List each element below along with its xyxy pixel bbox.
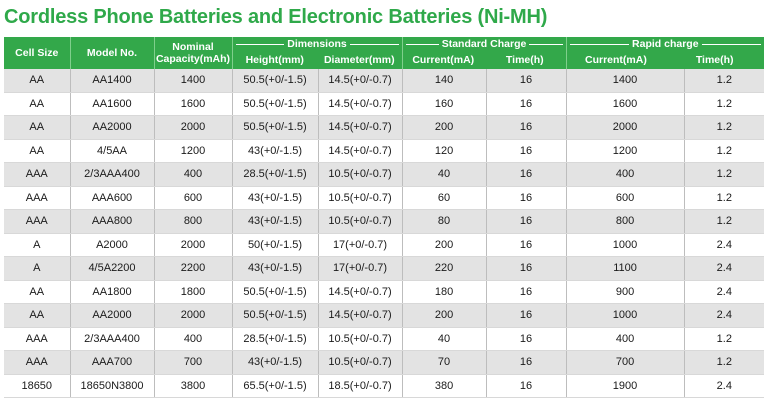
cell-cell-size: AA — [4, 139, 70, 163]
cell-rapid-time: 1.2 — [684, 186, 764, 210]
header-model-no — [70, 37, 154, 69]
cell-cell-size: A — [4, 257, 70, 281]
cell-model-no: AA1800 — [70, 280, 154, 304]
table-body — [4, 69, 764, 398]
table-row — [4, 280, 764, 304]
cell-std-time: 16 — [486, 327, 566, 351]
cell-std-current: 120 — [402, 139, 486, 163]
cell-rapid-time: 2.4 — [684, 233, 764, 257]
cell-std-time: 16 — [486, 139, 566, 163]
cell-diameter: 10.5(+0/-0.7) — [318, 327, 402, 351]
cell-std-current: 40 — [402, 327, 486, 351]
header-rapid-time: Time(h) — [695, 54, 734, 66]
cell-capacity: 700 — [154, 351, 232, 375]
cell-height: 50(+0/-1.5) — [232, 233, 318, 257]
cell-rapid-current: 2000 — [566, 116, 684, 140]
header-std-time: Time(h) — [505, 54, 544, 66]
cell-height: 65.5(+0/-1.5) — [232, 374, 318, 398]
cell-cell-size: AA — [4, 116, 70, 140]
header-std-current: Current(mA) — [412, 54, 475, 66]
cell-diameter: 14.5(+0/-0.7) — [318, 139, 402, 163]
cell-rapid-time: 2.4 — [684, 304, 764, 328]
cell-model-no: AA2000 — [70, 116, 154, 140]
cell-rapid-current: 1600 — [566, 92, 684, 116]
cell-rapid-time: 1.2 — [684, 116, 764, 140]
cell-cell-size: AA — [4, 69, 70, 92]
cell-std-time: 16 — [486, 163, 566, 187]
cell-capacity: 1600 — [154, 92, 232, 116]
cell-cell-size: A — [4, 233, 70, 257]
battery-table-container — [4, 37, 764, 398]
cell-height: 50.5(+0/-1.5) — [232, 304, 318, 328]
cell-std-current: 180 — [402, 280, 486, 304]
cell-diameter: 17(+0/-0.7) — [318, 233, 402, 257]
cell-cell-size: AAA — [4, 163, 70, 187]
cell-rapid-current: 1100 — [566, 257, 684, 281]
cell-model-no: AAA600 — [70, 186, 154, 210]
header-rapid-current: Current(mA) — [584, 54, 647, 66]
header-model-no-label: Model No. — [86, 47, 138, 59]
cell-model-no: AA1400 — [70, 69, 154, 92]
table-row — [4, 304, 764, 328]
cell-rapid-time: 1.2 — [684, 139, 764, 163]
cell-cell-size: AAA — [4, 186, 70, 210]
cell-std-current: 40 — [402, 163, 486, 187]
cell-std-current: 200 — [402, 233, 486, 257]
header-standard-charge-label: Standard Charge — [439, 38, 530, 50]
cell-rapid-current: 1400 — [566, 69, 684, 92]
cell-rapid-time: 2.4 — [684, 257, 764, 281]
cell-std-time: 16 — [486, 116, 566, 140]
cell-diameter: 14.5(+0/-0.7) — [318, 116, 402, 140]
cell-std-time: 16 — [486, 69, 566, 92]
cell-height: 43(+0/-1.5) — [232, 139, 318, 163]
table-row — [4, 374, 764, 398]
cell-diameter: 14.5(+0/-0.7) — [318, 280, 402, 304]
cell-capacity: 2000 — [154, 116, 232, 140]
header-nominal-line2: Capacity(mAh) — [155, 53, 231, 65]
cell-capacity: 1800 — [154, 280, 232, 304]
cell-rapid-current: 400 — [566, 163, 684, 187]
cell-rapid-current: 1900 — [566, 374, 684, 398]
cell-height: 43(+0/-1.5) — [232, 186, 318, 210]
cell-height: 43(+0/-1.5) — [232, 210, 318, 234]
cell-height: 43(+0/-1.5) — [232, 257, 318, 281]
cell-diameter: 10.5(+0/-0.7) — [318, 210, 402, 234]
cell-cell-size: AA — [4, 92, 70, 116]
table-row — [4, 327, 764, 351]
table-row — [4, 257, 764, 281]
header-standard-charge — [402, 37, 566, 69]
cell-diameter: 17(+0/-0.7) — [318, 257, 402, 281]
table-row — [4, 163, 764, 187]
cell-model-no: AAA800 — [70, 210, 154, 234]
cell-rapid-time: 2.4 — [684, 280, 764, 304]
cell-rapid-current: 900 — [566, 280, 684, 304]
cell-std-current: 160 — [402, 92, 486, 116]
cell-model-no: AAA700 — [70, 351, 154, 375]
table-row — [4, 351, 764, 375]
cell-rapid-time: 1.2 — [684, 92, 764, 116]
table-row — [4, 186, 764, 210]
cell-diameter: 14.5(+0/-0.7) — [318, 304, 402, 328]
header-height: Height(mm) — [245, 54, 304, 66]
battery-spec-table — [4, 37, 764, 398]
cell-capacity: 2000 — [154, 304, 232, 328]
header-diameter: Diameter(mm) — [323, 54, 395, 66]
header-nominal-line1: Nominal — [172, 41, 214, 53]
cell-rapid-current: 400 — [566, 327, 684, 351]
cell-cell-size: 18650 — [4, 374, 70, 398]
cell-model-no: AA1600 — [70, 92, 154, 116]
cell-diameter: 14.5(+0/-0.7) — [318, 92, 402, 116]
cell-capacity: 1200 — [154, 139, 232, 163]
cell-std-time: 16 — [486, 233, 566, 257]
cell-cell-size: AAA — [4, 327, 70, 351]
header-dimensions — [232, 37, 402, 69]
cell-capacity: 3800 — [154, 374, 232, 398]
cell-model-no: 2/3AAA400 — [70, 327, 154, 351]
cell-capacity: 400 — [154, 327, 232, 351]
header-cell-size — [4, 37, 70, 69]
cell-height: 28.5(+0/-1.5) — [232, 327, 318, 351]
cell-rapid-time: 1.2 — [684, 210, 764, 234]
cell-model-no: 4/5A2200 — [70, 257, 154, 281]
cell-capacity: 600 — [154, 186, 232, 210]
cell-model-no: 2/3AAA400 — [70, 163, 154, 187]
cell-std-time: 16 — [486, 210, 566, 234]
cell-cell-size: AA — [4, 280, 70, 304]
cell-std-time: 16 — [486, 374, 566, 398]
cell-rapid-current: 1000 — [566, 233, 684, 257]
cell-std-current: 380 — [402, 374, 486, 398]
cell-height: 28.5(+0/-1.5) — [232, 163, 318, 187]
cell-cell-size: AA — [4, 304, 70, 328]
cell-height: 50.5(+0/-1.5) — [232, 69, 318, 92]
cell-capacity: 1400 — [154, 69, 232, 92]
cell-std-time: 16 — [486, 257, 566, 281]
cell-rapid-current: 1000 — [566, 304, 684, 328]
cell-height: 50.5(+0/-1.5) — [232, 280, 318, 304]
cell-std-time: 16 — [486, 92, 566, 116]
cell-rapid-time: 1.2 — [684, 69, 764, 92]
cell-std-time: 16 — [486, 280, 566, 304]
table-row — [4, 139, 764, 163]
cell-rapid-current: 600 — [566, 186, 684, 210]
cell-model-no: 18650N3800 — [70, 374, 154, 398]
table-row — [4, 233, 764, 257]
cell-capacity: 400 — [154, 163, 232, 187]
header-cell-size-label: Cell Size — [15, 47, 59, 59]
table-row — [4, 116, 764, 140]
cell-diameter: 10.5(+0/-0.7) — [318, 351, 402, 375]
cell-rapid-current: 800 — [566, 210, 684, 234]
header-rapid-charge-label: Rapid charge — [629, 38, 702, 50]
cell-std-current: 60 — [402, 186, 486, 210]
table-header-row — [4, 37, 764, 69]
cell-std-time: 16 — [486, 186, 566, 210]
cell-height: 50.5(+0/-1.5) — [232, 92, 318, 116]
cell-height: 50.5(+0/-1.5) — [232, 116, 318, 140]
header-rapid-charge — [566, 37, 764, 69]
header-dimensions-label: Dimensions — [284, 38, 350, 50]
page-title: Cordless Phone Batteries and Electronic Batteries (Ni-MH) — [4, 6, 548, 28]
cell-height: 43(+0/-1.5) — [232, 351, 318, 375]
cell-diameter: 18.5(+0/-0.7) — [318, 374, 402, 398]
cell-std-current: 70 — [402, 351, 486, 375]
cell-std-current: 220 — [402, 257, 486, 281]
cell-std-time: 16 — [486, 351, 566, 375]
cell-capacity: 2000 — [154, 233, 232, 257]
header-nominal-capacity — [154, 37, 232, 69]
table-row — [4, 210, 764, 234]
cell-capacity: 2200 — [154, 257, 232, 281]
cell-rapid-time: 2.4 — [684, 374, 764, 398]
cell-diameter: 14.5(+0/-0.7) — [318, 69, 402, 92]
cell-std-current: 200 — [402, 116, 486, 140]
table-row — [4, 92, 764, 116]
cell-model-no: 4/5AA — [70, 139, 154, 163]
cell-std-time: 16 — [486, 304, 566, 328]
cell-rapid-time: 1.2 — [684, 351, 764, 375]
cell-model-no: A2000 — [70, 233, 154, 257]
cell-rapid-current: 1200 — [566, 139, 684, 163]
table-row — [4, 69, 764, 92]
cell-std-current: 80 — [402, 210, 486, 234]
cell-model-no: AA2000 — [70, 304, 154, 328]
cell-rapid-time: 1.2 — [684, 327, 764, 351]
cell-capacity: 800 — [154, 210, 232, 234]
cell-std-current: 140 — [402, 69, 486, 92]
cell-std-current: 200 — [402, 304, 486, 328]
cell-diameter: 10.5(+0/-0.7) — [318, 163, 402, 187]
cell-rapid-current: 700 — [566, 351, 684, 375]
cell-diameter: 10.5(+0/-0.7) — [318, 186, 402, 210]
cell-cell-size: AAA — [4, 210, 70, 234]
cell-cell-size: AAA — [4, 351, 70, 375]
cell-rapid-time: 1.2 — [684, 163, 764, 187]
